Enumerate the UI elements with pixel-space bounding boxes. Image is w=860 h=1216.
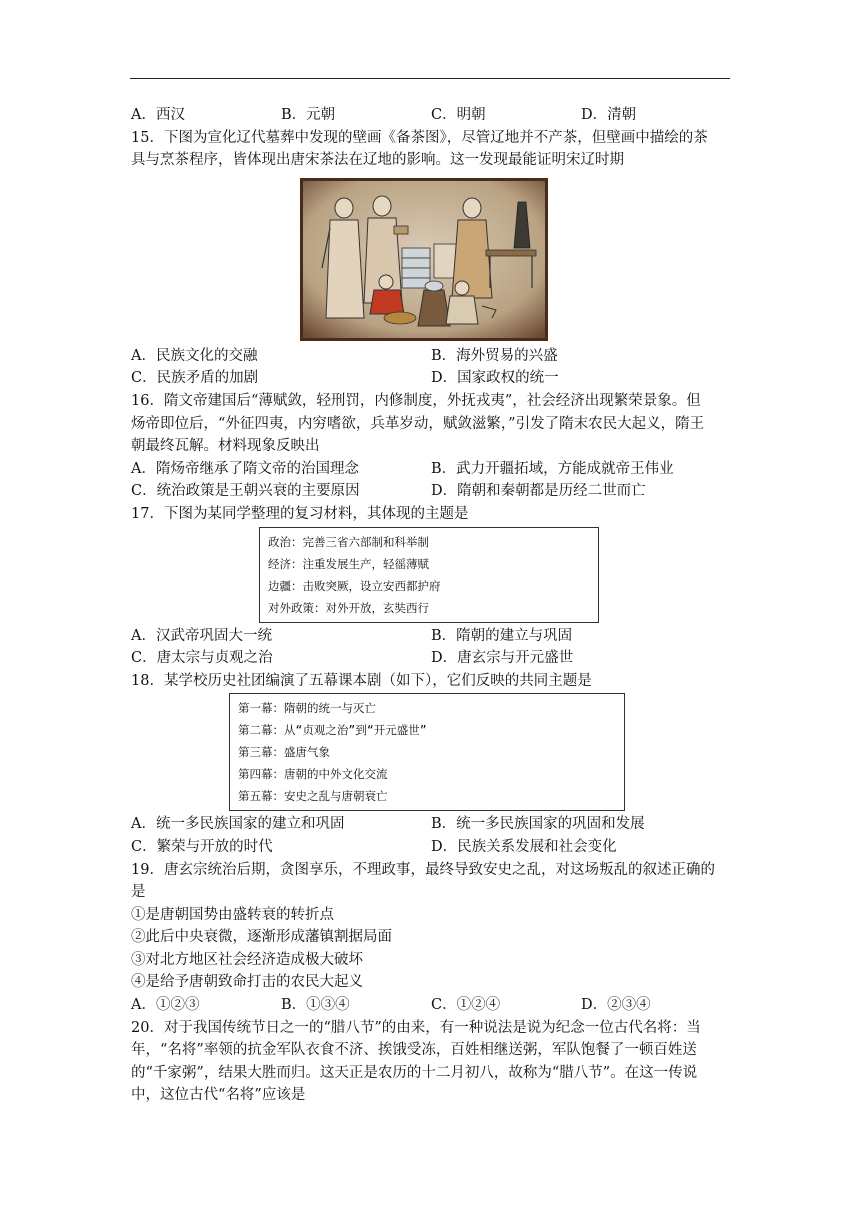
q17-options	[131, 625, 731, 648]
q17-option-b[interactable]: B．隋朝的建立与巩固	[431, 627, 573, 644]
q20-stem-line-2: 年，“名将”率领的抗金军队衣食不济、挨饿受冻，百姓相继送粥，军队饱餐了一顿百姓送	[131, 1042, 697, 1059]
header-rule	[130, 78, 730, 79]
q19-option-b[interactable]: B．①③④	[281, 997, 350, 1014]
mural-tea-preparation-image	[300, 178, 548, 341]
q17-box-line: 经济：注重发展生产，轻徭薄赋	[268, 556, 429, 571]
q18-box-line: 第五幕：安史之乱与唐朝衰亡	[238, 789, 388, 804]
q16-option-c[interactable]: C．统治政策是王朝兴衰的主要原因	[131, 483, 360, 500]
question-16	[131, 390, 731, 503]
question-18	[131, 670, 731, 859]
q17-option-d[interactable]: D．唐玄宗与开元盛世	[431, 650, 574, 667]
q17-material-box	[259, 527, 599, 623]
q18-scenes-box	[229, 693, 625, 811]
q18-option-b[interactable]: B．统一多民族国家的巩固和发展	[431, 816, 645, 833]
q16-stem-line-2: 炀帝即位后，“外征四夷，内穷嗜欲，兵革岁动，赋敛滋繁，”引发了隋末农民大起义，隋王	[131, 415, 705, 432]
q14-options	[131, 104, 731, 127]
q19-item-4: ④是给予唐朝致命打击的农民大起义	[131, 974, 363, 991]
q18-option-a[interactable]: A．统一多民族国家的建立和巩固	[131, 816, 345, 833]
q15-option-a[interactable]: A．民族文化的交融	[131, 347, 258, 364]
q15-options	[131, 345, 731, 368]
q18-stem-line-1: 18．某学校历史社团编演了五幕课本剧（如下），它们反映的共同主题是	[131, 672, 592, 689]
q16-option-a[interactable]: A．隋炀帝继承了隋文帝的治国理念	[131, 460, 359, 477]
q16-options-row-2	[131, 480, 731, 503]
q15-option-c[interactable]: C．民族矛盾的加剧	[131, 370, 259, 387]
q19-item-3: ③对北方地区社会经济造成极大破坏	[131, 951, 363, 968]
q17-box-line: 边疆：击败突厥，设立安西都护府	[268, 578, 441, 593]
q17-box-line: 政治：完善三省六部制和科举制	[268, 534, 429, 549]
q18-options-row-2	[131, 836, 731, 859]
question-19	[131, 859, 731, 1017]
q17-options-row-2	[131, 647, 731, 670]
question-17	[131, 503, 731, 670]
q16-option-d[interactable]: D．隋朝和秦朝都是历经二世而亡	[431, 483, 646, 500]
question-15	[131, 127, 731, 390]
question-20	[131, 1017, 731, 1107]
q14-option-a[interactable]: A．西汉	[131, 107, 185, 123]
q15-stem-line-2: 具与烹茶程序，皆体现出唐宋茶法在辽地的影响。这一发现最能证明宋辽时期	[131, 152, 624, 169]
q18-box-line: 第三幕：盛唐气象	[238, 745, 330, 760]
q19-options	[131, 994, 731, 1017]
q18-options	[131, 813, 731, 836]
q19-option-d[interactable]: D．②③④	[581, 997, 651, 1014]
q19-option-c[interactable]: C．①②④	[431, 997, 501, 1014]
q20-stem-line-1: 20．对于我国传统节日之一的“腊八节”的由来，有一种说法是说为纪念一位古代名将：当	[131, 1019, 701, 1036]
q19-stem-line-2: 是	[131, 884, 146, 901]
q17-stem-line-1: 17．下图为某同学整理的复习材料，其体现的主题是	[131, 505, 469, 522]
q14-option-b[interactable]: B．元朝	[281, 107, 336, 123]
exam-page	[131, 104, 731, 1107]
q15-option-b[interactable]: B．海外贸易的兴盛	[431, 347, 558, 364]
q17-box-line: 对外政策：对外开放，玄奘西行	[268, 600, 429, 615]
q19-item-1: ①是唐朝国势由盛转衰的转折点	[131, 906, 334, 923]
q16-stem-line-3: 朝最终瓦解。材料现象反映出	[131, 438, 320, 455]
q18-box-line: 第四幕：唐朝的中外文化交流	[238, 767, 388, 782]
q15-options-row-2	[131, 367, 731, 390]
q18-option-c[interactable]: C．繁荣与开放的时代	[131, 838, 273, 855]
q20-stem-line-3: 的“千家粥”，结果大胜而归。这天正是农历的十二月初八，故称为“腊八节”。在这一传说	[131, 1064, 698, 1081]
q15-stem-line-1: 15．下图为宣化辽代墓葬中发现的壁画《备茶图》，尽管辽地并不产茶，但壁画中描绘的茶	[131, 129, 708, 146]
q16-stem-line-1: 16．隋文帝建国后“薄赋敛，轻刑罚，内修制度，外抚戎夷”，社会经济出现繁荣景象。但	[131, 392, 701, 409]
q19-item-2: ②此后中央衰微，逐渐形成藩镇割据局面	[131, 929, 392, 946]
q16-options	[131, 458, 731, 481]
q14-option-d[interactable]: D．清朝	[581, 107, 637, 123]
q18-option-d[interactable]: D．民族关系发展和社会变化	[431, 838, 617, 855]
q17-option-c[interactable]: C．唐太宗与贞观之治	[131, 650, 273, 667]
q15-option-d[interactable]: D．国家政权的统一	[431, 370, 559, 387]
q20-stem-line-4: 中，这位古代“名将”应该是	[131, 1087, 306, 1104]
q17-option-a[interactable]: A．汉武帝巩固大一统	[131, 627, 272, 644]
q14-option-c[interactable]: C．明朝	[431, 107, 486, 123]
q18-box-line: 第一幕：隋朝的统一与灭亡	[238, 701, 376, 716]
q16-option-b[interactable]: B．武力开疆拓域，方能成就帝王伟业	[431, 460, 674, 477]
q19-option-a[interactable]: A．①②③	[131, 997, 200, 1014]
q19-stem-line-1: 19．唐玄宗统治后期，贪图享乐，不理政事，最终导致安史之乱，对这场叛乱的叙述正确的	[131, 861, 715, 878]
q18-box-line: 第二幕：从“贞观之治”到“开元盛世”	[238, 723, 427, 738]
